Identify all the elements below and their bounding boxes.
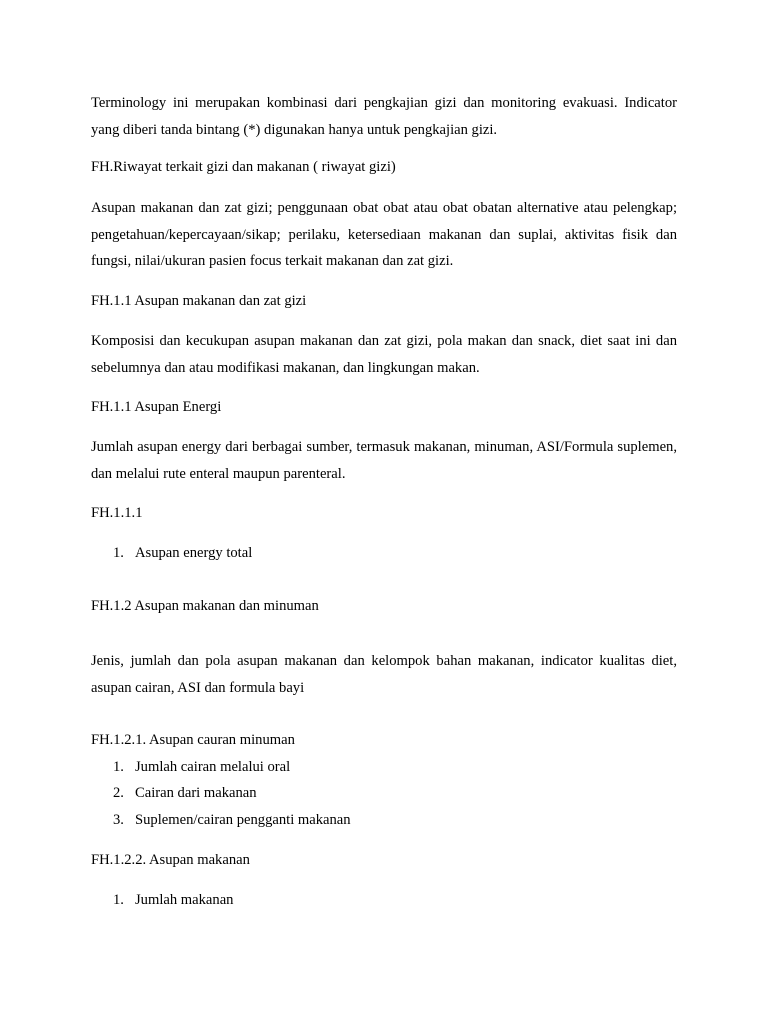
list-item-text: Jumlah cairan melalui oral [135, 759, 291, 775]
list-item [113, 543, 673, 563]
list-item-text: Cairan dari makanan [135, 785, 257, 801]
section-heading-fh-1-1-1: FH.1.1.1 [91, 505, 143, 521]
list-item-text: Suplemen/cairan pengganti makanan [135, 812, 351, 828]
list-item-number: 1. [113, 892, 124, 908]
section-heading-fh-1-2-1: FH.1.2.1. Asupan cauran minuman [91, 732, 295, 748]
list-item [113, 757, 673, 777]
list-item [113, 783, 673, 803]
section-paragraph-fh-1-1: Komposisi dan kecukupan asupan makanan dan zat gizi, pola makan dan snack, diet saat ini dan sebelumnya dan atau modifikasi makanan, dan lingkungan makan. [91, 333, 677, 376]
section-paragraph-fh: Asupan makanan dan zat gizi; penggunaan obat obat atau obat obatan alternative atau pelengkap; pengetahuan/kepercayaan/sikap; perilaku, ketersediaan makanan dan suplai, aktivitas fisik dan fungsi, nilai/ukuran pasien focus terkait makanan dan zat gizi. [91, 200, 677, 269]
list-item-text: Jumlah makanan [135, 892, 234, 908]
list-item-number: 1. [113, 545, 124, 561]
section-heading-fh: FH.Riwayat terkait gizi dan makanan ( riwayat gizi) [91, 159, 396, 175]
list-item-text: Asupan energy total [135, 545, 253, 561]
section-heading-fh-1-2-2: FH.1.2.2. Asupan makanan [91, 852, 250, 868]
section-heading-fh-1-2: FH.1.2 Asupan makanan dan minuman [91, 598, 319, 614]
intro-paragraph: Terminology ini merupakan kombinasi dari pengkajian gizi dan monitoring evakuasi. Indicator yang diberi tanda bintang (*) digunakan hanya untuk pengkajian gizi. [91, 95, 677, 138]
section-heading-fh-1-1: FH.1.1 Asupan makanan dan zat gizi [91, 293, 307, 309]
section-paragraph-fh-1-2: Jenis, jumlah dan pola asupan makanan dan kelompok bahan makanan, indicator kualitas diet, asupan cairan, ASI dan formula bayi [91, 653, 677, 696]
section-heading-asupan-energi: FH.1.1 Asupan Energi [91, 399, 222, 415]
section-paragraph-asupan-energi: Jumlah asupan energy dari berbagai sumber, termasuk makanan, minuman, ASI/Formula suplemen, dan melalui rute enteral maupun parenteral. [91, 439, 677, 482]
list-item-number: 3. [113, 812, 124, 828]
list-item-number: 2. [113, 785, 124, 801]
list-item-number: 1. [113, 759, 124, 775]
list-item [113, 890, 673, 910]
list-item [113, 810, 673, 830]
